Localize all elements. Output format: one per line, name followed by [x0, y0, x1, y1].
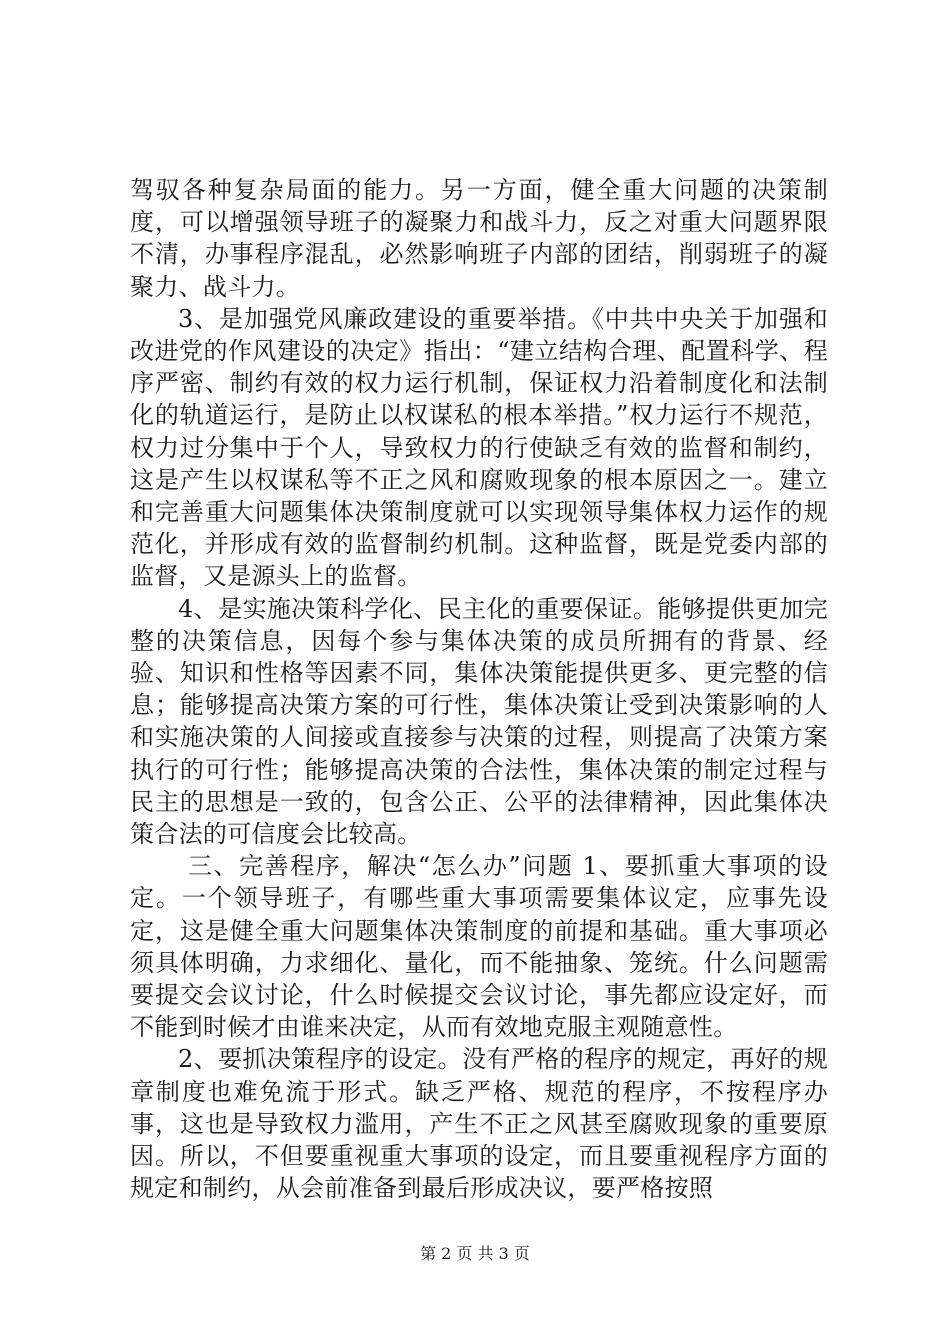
paragraph-section-3-item-2: 2、要抓决策程序的设定。没有严格的程序的规定，再好的规章制度也难免流于形式。缺乏严格、规范的程序，不按程序办事，这也是导致权力滥用，产生不正之风甚至腐败现象的重要原因。所以，不但要重视重大事项的设定，而且要重视程序方面的规定和制约，从会前准备到最后形成决议，要严格按照	[130, 1045, 828, 1203]
paragraph-continuation: 驾驭各种复杂局面的能力。另一方面，健全重大问题的决策制度，可以增强领导班子的凝聚力和战斗力，反之对重大问题界限不清，办事程序混乱，必然影响班子内部的团结，削弱班子的凝聚力、战斗力。	[130, 176, 828, 301]
page-number-footer: 第 2 页 共 3 页	[420, 1244, 530, 1263]
paragraph-section-3: 三、完善程序，解决“怎么办”问题 1、要抓重大事项的设定。一个领导班子，有哪些重大事项需要集体议定，应事先设定，这是健全重大问题集体决策制度的前提和基础。重大事项必须具体明确，力求细化、量化，而不能抽象、笼统。什么问题需要提交会议讨论，什么时候提交会议讨论，事先都应设定好，而不能到时候才由谁来决定，从而有效地克服主观随意性。	[130, 852, 828, 1042]
paragraph-point-4: 4、是实施决策科学化、民主化的重要保证。能够提供更加完整的决策信息，因每个参与集体决策的成员所拥有的背景、经验、知识和性格等因素不同，集体决策能提供更多、更完整的信息；能够提高决策方案的可行性，集体决策让受到决策影响的人和实施决策的人间接或直接参与决策的过程，则提高了决策方案执行的可行性；能够提高决策的合法性，集体决策的制定过程与民主的思想是一致的，包含公正、公平的法律精神，因此集体决策合法的可信度会比较高。	[130, 594, 828, 849]
paragraph-point-3: 3、是加强党风廉政建设的重要举措。《中共中央关于加强和改进党的作风建设的决定》指出：“建立结构合理、配置科学、程序严密、制约有效的权力运行机制，保证权力沿着制度化和法制化的轨道运行，是防止以权谋私的根本举措。”权力运行不规范，权力过分集中于个人，导致权力的行使缺乏有效的监督和制约，这是产生以权谋私等不正之风和腐败现象的根本原因之一。建立和完善重大问题集体决策制度就可以实现领导集体权力运作的规范化，并形成有效的监督制约机制。这种监督，既是党委内部的监督，又是源头上的监督。	[130, 304, 828, 591]
document-body	[130, 174, 828, 1205]
